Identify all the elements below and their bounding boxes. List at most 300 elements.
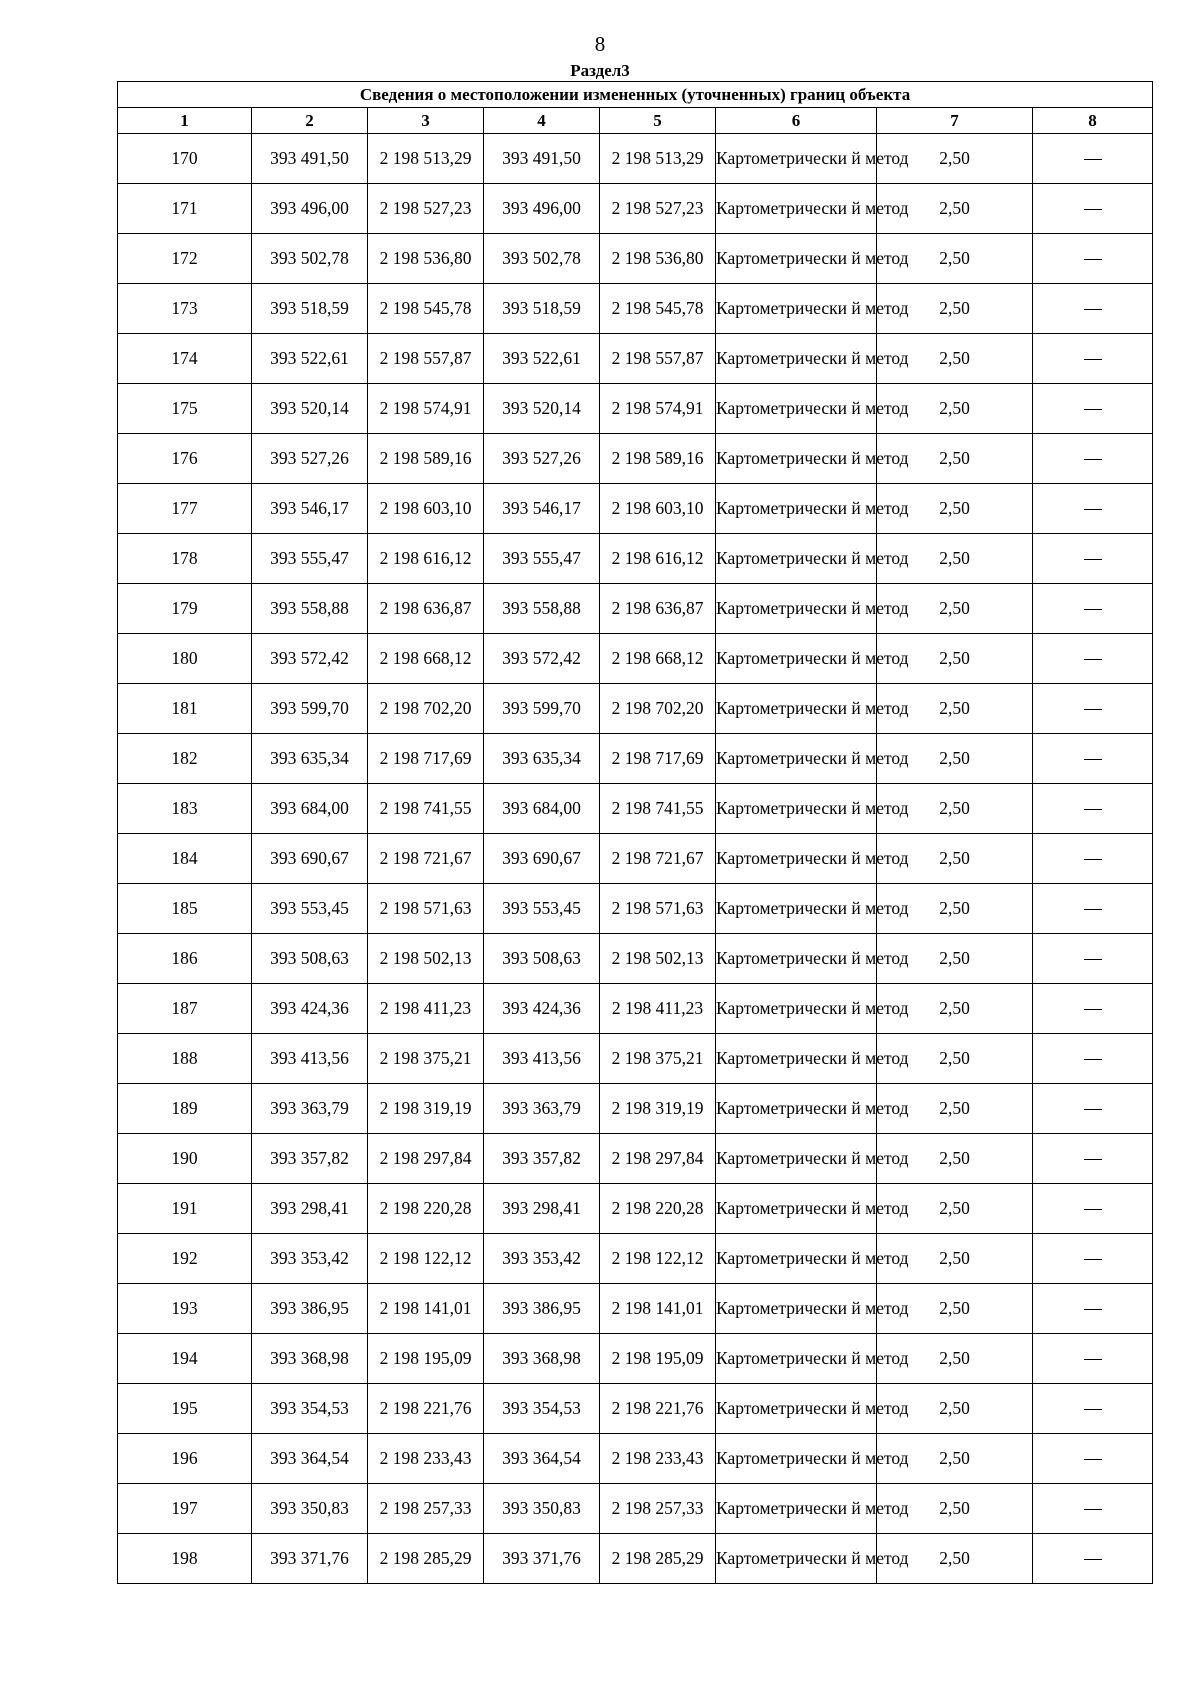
y-refined-cell: 2 198 257,33 — [600, 1484, 716, 1534]
point-number-cell: 170 — [118, 134, 252, 184]
description-cell — [1033, 284, 1153, 334]
x-refined-cell: 393 298,41 — [484, 1184, 600, 1234]
y-existing-cell: 2 198 636,87 — [368, 584, 484, 634]
point-number-cell: 193 — [118, 1284, 252, 1334]
description-cell — [1033, 1034, 1153, 1084]
x-refined-cell: 393 363,79 — [484, 1084, 600, 1134]
x-refined-cell: 393 558,88 — [484, 584, 600, 634]
method-cell — [716, 1284, 909, 1334]
accuracy-cell: 2,50 — [877, 1084, 1033, 1134]
accuracy-cell: 2,50 — [877, 284, 1033, 334]
accuracy-cell: 2,50 — [877, 584, 1033, 634]
description-cell — [1033, 634, 1153, 684]
x-refined-cell: 393 353,42 — [484, 1234, 600, 1284]
description-cell — [1033, 684, 1153, 734]
column-header: 2 — [252, 108, 368, 134]
table-title: Сведения о местоположении измененных (уточненных) границ объекта — [118, 82, 1153, 108]
dash-mark — [1084, 909, 1102, 910]
method-text: Картометрически й метод — [716, 398, 909, 418]
y-existing-cell: 2 198 668,12 — [368, 634, 484, 684]
method-cell — [716, 484, 909, 534]
method-text: Картометрически й метод — [716, 1398, 909, 1418]
y-refined-cell: 2 198 717,69 — [600, 734, 716, 784]
method-text: Картометрически й метод — [716, 248, 909, 268]
point-number-cell: 174 — [118, 334, 252, 384]
dash-mark — [1084, 1459, 1102, 1460]
column-header: 5 — [600, 108, 716, 134]
y-refined-cell: 2 198 721,67 — [600, 834, 716, 884]
y-existing-cell: 2 198 233,43 — [368, 1434, 484, 1484]
y-refined-cell: 2 198 195,09 — [600, 1334, 716, 1384]
x-refined-cell: 393 572,42 — [484, 634, 600, 684]
method-text: Картометрически й метод — [716, 1298, 909, 1318]
method-cell — [716, 884, 909, 934]
y-refined-cell: 2 198 297,84 — [600, 1134, 716, 1184]
accuracy-cell: 2,50 — [877, 684, 1033, 734]
y-existing-cell: 2 198 717,69 — [368, 734, 484, 784]
y-existing-cell: 2 198 411,23 — [368, 984, 484, 1034]
y-refined-cell: 2 198 589,16 — [600, 434, 716, 484]
description-cell — [1033, 1334, 1153, 1384]
x-existing-cell: 393 690,67 — [252, 834, 368, 884]
point-number-cell: 185 — [118, 884, 252, 934]
x-existing-cell: 393 558,88 — [252, 584, 368, 634]
method-text: Картометрически й метод — [716, 1548, 909, 1568]
x-refined-cell: 393 690,67 — [484, 834, 600, 884]
point-number-cell: 172 — [118, 234, 252, 284]
point-number-cell: 171 — [118, 184, 252, 234]
x-existing-cell: 393 684,00 — [252, 784, 368, 834]
x-refined-cell: 393 553,45 — [484, 884, 600, 934]
x-refined-cell: 393 555,47 — [484, 534, 600, 584]
accuracy-cell: 2,50 — [877, 484, 1033, 534]
x-existing-cell: 393 555,47 — [252, 534, 368, 584]
section-label: Раздел3 — [570, 61, 630, 80]
y-refined-cell: 2 198 527,23 — [600, 184, 716, 234]
point-number-cell: 179 — [118, 584, 252, 634]
accuracy-cell: 2,50 — [877, 884, 1033, 934]
x-refined-cell: 393 424,36 — [484, 984, 600, 1034]
point-number-cell: 194 — [118, 1334, 252, 1384]
method-text: Картометрически й метод — [716, 898, 909, 918]
method-cell — [716, 734, 909, 784]
dash-mark — [1084, 1559, 1102, 1560]
description-cell — [1033, 584, 1153, 634]
y-existing-cell: 2 198 589,16 — [368, 434, 484, 484]
point-number-cell: 184 — [118, 834, 252, 884]
description-cell — [1033, 1084, 1153, 1134]
accuracy-cell: 2,50 — [877, 1284, 1033, 1334]
method-text: Картометрически й метод — [716, 998, 909, 1018]
y-refined-cell: 2 198 221,76 — [600, 1384, 716, 1434]
y-existing-cell: 2 198 285,29 — [368, 1534, 484, 1584]
dash-mark — [1084, 809, 1102, 810]
description-cell — [1033, 234, 1153, 284]
x-existing-cell: 393 508,63 — [252, 934, 368, 984]
y-existing-cell: 2 198 721,67 — [368, 834, 484, 884]
y-existing-cell: 2 198 141,01 — [368, 1284, 484, 1334]
x-refined-cell: 393 527,26 — [484, 434, 600, 484]
table-row — [118, 534, 1153, 584]
table-row — [118, 784, 1153, 834]
method-cell — [716, 1134, 909, 1184]
x-refined-cell: 393 522,61 — [484, 334, 600, 384]
point-number-cell: 196 — [118, 1434, 252, 1484]
description-cell — [1033, 734, 1153, 784]
x-existing-cell: 393 572,42 — [252, 634, 368, 684]
y-refined-cell: 2 198 513,29 — [600, 134, 716, 184]
point-number-cell: 187 — [118, 984, 252, 1034]
accuracy-cell: 2,50 — [877, 784, 1033, 834]
table-row — [118, 584, 1153, 634]
accuracy-cell: 2,50 — [877, 734, 1033, 784]
dash-mark — [1084, 209, 1102, 210]
dash-mark — [1084, 1309, 1102, 1310]
method-cell — [716, 1084, 909, 1134]
y-existing-cell: 2 198 297,84 — [368, 1134, 484, 1184]
x-refined-cell: 393 520,14 — [484, 384, 600, 434]
boundary-coordinates-table — [117, 81, 1153, 1584]
accuracy-cell: 2,50 — [877, 134, 1033, 184]
y-existing-cell: 2 198 220,28 — [368, 1184, 484, 1234]
y-refined-cell: 2 198 220,28 — [600, 1184, 716, 1234]
method-cell — [716, 1484, 909, 1534]
method-cell — [716, 284, 909, 334]
description-cell — [1033, 1534, 1153, 1584]
dash-mark — [1084, 759, 1102, 760]
accuracy-cell: 2,50 — [877, 184, 1033, 234]
table-row — [118, 234, 1153, 284]
description-cell — [1033, 334, 1153, 384]
y-refined-cell: 2 198 741,55 — [600, 784, 716, 834]
column-header: 1 — [118, 108, 252, 134]
y-existing-cell: 2 198 702,20 — [368, 684, 484, 734]
x-existing-cell: 393 413,56 — [252, 1034, 368, 1084]
table-row — [118, 1434, 1153, 1484]
table-row — [118, 484, 1153, 534]
method-cell — [716, 434, 909, 484]
column-header: 3 — [368, 108, 484, 134]
dash-mark — [1084, 1109, 1102, 1110]
method-text: Картометрически й метод — [716, 148, 909, 168]
dash-mark — [1084, 359, 1102, 360]
point-number-cell: 186 — [118, 934, 252, 984]
table-title-row — [118, 82, 1153, 108]
x-existing-cell: 393 353,42 — [252, 1234, 368, 1284]
method-cell — [716, 534, 909, 584]
y-refined-cell: 2 198 319,19 — [600, 1084, 716, 1134]
column-header: 8 — [1033, 108, 1153, 134]
table-row — [118, 1134, 1153, 1184]
x-refined-cell: 393 502,78 — [484, 234, 600, 284]
y-refined-cell: 2 198 574,91 — [600, 384, 716, 434]
x-refined-cell: 393 546,17 — [484, 484, 600, 534]
y-existing-cell: 2 198 603,10 — [368, 484, 484, 534]
method-cell — [716, 134, 909, 184]
accuracy-cell: 2,50 — [877, 384, 1033, 434]
y-existing-cell: 2 198 616,12 — [368, 534, 484, 584]
table-row — [118, 934, 1153, 984]
accuracy-cell: 2,50 — [877, 1534, 1033, 1584]
y-refined-cell: 2 198 668,12 — [600, 634, 716, 684]
y-existing-cell: 2 198 319,19 — [368, 1084, 484, 1134]
method-text: Картометрически й метод — [716, 698, 909, 718]
method-text: Картометрически й метод — [716, 298, 909, 318]
method-cell — [716, 1184, 909, 1234]
table-row — [118, 734, 1153, 784]
accuracy-cell: 2,50 — [877, 1234, 1033, 1284]
x-refined-cell: 393 386,95 — [484, 1284, 600, 1334]
dash-mark — [1084, 959, 1102, 960]
table-row — [118, 1084, 1153, 1134]
method-cell — [716, 1034, 909, 1084]
method-cell — [716, 1534, 909, 1584]
description-cell — [1033, 784, 1153, 834]
table-row — [118, 1234, 1153, 1284]
x-existing-cell: 393 520,14 — [252, 384, 368, 434]
y-refined-cell: 2 198 702,20 — [600, 684, 716, 734]
dash-mark — [1084, 1209, 1102, 1210]
accuracy-cell: 2,50 — [877, 984, 1033, 1034]
x-refined-cell: 393 491,50 — [484, 134, 600, 184]
x-refined-cell: 393 635,34 — [484, 734, 600, 784]
table-row — [118, 684, 1153, 734]
y-refined-cell: 2 198 375,21 — [600, 1034, 716, 1084]
description-cell — [1033, 534, 1153, 584]
accuracy-cell: 2,50 — [877, 1384, 1033, 1434]
y-refined-cell: 2 198 233,43 — [600, 1434, 716, 1484]
table-row — [118, 634, 1153, 684]
y-refined-cell: 2 198 636,87 — [600, 584, 716, 634]
method-text: Картометрически й метод — [716, 798, 909, 818]
method-text: Картометрически й метод — [716, 848, 909, 868]
method-cell — [716, 184, 909, 234]
accuracy-cell: 2,50 — [877, 334, 1033, 384]
table-row — [118, 134, 1153, 184]
description-cell — [1033, 134, 1153, 184]
column-number-row — [118, 108, 1153, 134]
method-cell — [716, 384, 909, 434]
dash-mark — [1084, 1409, 1102, 1410]
table-row — [118, 334, 1153, 384]
point-number-cell: 195 — [118, 1384, 252, 1434]
x-refined-cell: 393 518,59 — [484, 284, 600, 334]
table-row — [118, 184, 1153, 234]
point-number-cell: 182 — [118, 734, 252, 784]
method-cell — [716, 1234, 909, 1284]
y-refined-cell: 2 198 603,10 — [600, 484, 716, 534]
method-cell — [716, 834, 909, 884]
point-number-cell: 181 — [118, 684, 252, 734]
method-text: Картометрически й метод — [716, 1448, 909, 1468]
description-cell — [1033, 884, 1153, 934]
point-number-cell: 190 — [118, 1134, 252, 1184]
dash-mark — [1084, 709, 1102, 710]
x-existing-cell: 393 527,26 — [252, 434, 368, 484]
x-existing-cell: 393 496,00 — [252, 184, 368, 234]
y-existing-cell: 2 198 574,91 — [368, 384, 484, 434]
x-refined-cell: 393 368,98 — [484, 1334, 600, 1384]
method-cell — [716, 334, 909, 384]
y-existing-cell: 2 198 545,78 — [368, 284, 484, 334]
y-refined-cell: 2 198 141,01 — [600, 1284, 716, 1334]
point-number-cell: 183 — [118, 784, 252, 834]
dash-mark — [1084, 509, 1102, 510]
table-row — [118, 1034, 1153, 1084]
method-text: Картометрически й метод — [716, 198, 909, 218]
method-text: Картометрически й метод — [716, 448, 909, 468]
method-cell — [716, 784, 909, 834]
point-number-cell: 177 — [118, 484, 252, 534]
point-number-cell: 188 — [118, 1034, 252, 1084]
point-number-cell: 198 — [118, 1534, 252, 1584]
method-cell — [716, 1334, 909, 1384]
y-existing-cell: 2 198 513,29 — [368, 134, 484, 184]
table-row — [118, 1384, 1153, 1434]
x-existing-cell: 393 553,45 — [252, 884, 368, 934]
y-existing-cell: 2 198 257,33 — [368, 1484, 484, 1534]
y-existing-cell: 2 198 527,23 — [368, 184, 484, 234]
description-cell — [1033, 1384, 1153, 1434]
dash-mark — [1084, 1159, 1102, 1160]
description-cell — [1033, 934, 1153, 984]
y-existing-cell: 2 198 221,76 — [368, 1384, 484, 1434]
x-refined-cell: 393 354,53 — [484, 1384, 600, 1434]
y-refined-cell: 2 198 557,87 — [600, 334, 716, 384]
y-existing-cell: 2 198 122,12 — [368, 1234, 484, 1284]
description-cell — [1033, 1234, 1153, 1284]
method-cell — [716, 634, 909, 684]
point-number-cell: 189 — [118, 1084, 252, 1134]
x-refined-cell: 393 496,00 — [484, 184, 600, 234]
table-row — [118, 1484, 1153, 1534]
x-existing-cell: 393 364,54 — [252, 1434, 368, 1484]
x-refined-cell: 393 371,76 — [484, 1534, 600, 1584]
dash-mark — [1084, 659, 1102, 660]
x-existing-cell: 393 354,53 — [252, 1384, 368, 1434]
accuracy-cell: 2,50 — [877, 1034, 1033, 1084]
y-refined-cell: 2 198 571,63 — [600, 884, 716, 934]
description-cell — [1033, 1284, 1153, 1334]
dash-mark — [1084, 1059, 1102, 1060]
x-existing-cell: 393 518,59 — [252, 284, 368, 334]
x-refined-cell: 393 357,82 — [484, 1134, 600, 1184]
method-text: Картометрически й метод — [716, 1098, 909, 1118]
method-text: Картометрически й метод — [716, 548, 909, 568]
description-cell — [1033, 1434, 1153, 1484]
dash-mark — [1084, 859, 1102, 860]
method-text: Картометрически й метод — [716, 1498, 909, 1518]
dash-mark — [1084, 459, 1102, 460]
description-cell — [1033, 184, 1153, 234]
dash-mark — [1084, 1259, 1102, 1260]
dash-mark — [1084, 1009, 1102, 1010]
y-refined-cell: 2 198 411,23 — [600, 984, 716, 1034]
accuracy-cell: 2,50 — [877, 834, 1033, 884]
accuracy-cell: 2,50 — [877, 1434, 1033, 1484]
x-existing-cell: 393 491,50 — [252, 134, 368, 184]
accuracy-cell: 2,50 — [877, 634, 1033, 684]
dash-mark — [1084, 609, 1102, 610]
table-body — [118, 134, 1153, 1584]
description-cell — [1033, 484, 1153, 534]
x-existing-cell: 393 350,83 — [252, 1484, 368, 1534]
y-refined-cell: 2 198 616,12 — [600, 534, 716, 584]
point-number-cell: 173 — [118, 284, 252, 334]
y-existing-cell: 2 198 195,09 — [368, 1334, 484, 1384]
description-cell — [1033, 834, 1153, 884]
point-number-cell: 178 — [118, 534, 252, 584]
x-refined-cell: 393 413,56 — [484, 1034, 600, 1084]
table-row — [118, 884, 1153, 934]
accuracy-cell: 2,50 — [877, 1184, 1033, 1234]
method-cell — [716, 984, 909, 1034]
y-refined-cell: 2 198 122,12 — [600, 1234, 716, 1284]
method-text: Картометрически й метод — [716, 1248, 909, 1268]
method-text: Картометрически й метод — [716, 748, 909, 768]
method-text: Картометрически й метод — [716, 1048, 909, 1068]
table-row — [118, 1184, 1153, 1234]
method-text: Картометрически й метод — [716, 1348, 909, 1368]
table-row — [118, 384, 1153, 434]
y-refined-cell: 2 198 545,78 — [600, 284, 716, 334]
x-existing-cell: 393 363,79 — [252, 1084, 368, 1134]
column-header: 7 — [877, 108, 1033, 134]
description-cell — [1033, 984, 1153, 1034]
y-existing-cell: 2 198 557,87 — [368, 334, 484, 384]
x-existing-cell: 393 386,95 — [252, 1284, 368, 1334]
x-refined-cell: 393 364,54 — [484, 1434, 600, 1484]
y-existing-cell: 2 198 571,63 — [368, 884, 484, 934]
x-existing-cell: 393 368,98 — [252, 1334, 368, 1384]
dash-mark — [1084, 259, 1102, 260]
x-existing-cell: 393 371,76 — [252, 1534, 368, 1584]
description-cell — [1033, 1184, 1153, 1234]
method-cell — [716, 1384, 909, 1434]
method-text: Картометрически й метод — [716, 948, 909, 968]
table-row — [118, 284, 1153, 334]
x-existing-cell: 393 424,36 — [252, 984, 368, 1034]
dash-mark — [1084, 309, 1102, 310]
x-existing-cell: 393 502,78 — [252, 234, 368, 284]
y-existing-cell: 2 198 502,13 — [368, 934, 484, 984]
table-row — [118, 434, 1153, 484]
accuracy-cell: 2,50 — [877, 1334, 1033, 1384]
description-cell — [1033, 1484, 1153, 1534]
x-refined-cell: 393 350,83 — [484, 1484, 600, 1534]
point-number-cell: 191 — [118, 1184, 252, 1234]
x-existing-cell: 393 298,41 — [252, 1184, 368, 1234]
method-text: Картометрически й метод — [716, 348, 909, 368]
method-text: Картометрически й метод — [716, 498, 909, 518]
x-existing-cell: 393 357,82 — [252, 1134, 368, 1184]
accuracy-cell: 2,50 — [877, 234, 1033, 284]
method-cell — [716, 234, 909, 284]
dash-mark — [1084, 559, 1102, 560]
dash-mark — [1084, 1509, 1102, 1510]
description-cell — [1033, 384, 1153, 434]
table-row — [118, 1534, 1153, 1584]
accuracy-cell: 2,50 — [877, 534, 1033, 584]
column-header: 6 — [716, 108, 877, 134]
point-number-cell: 175 — [118, 384, 252, 434]
y-refined-cell: 2 198 502,13 — [600, 934, 716, 984]
method-cell — [716, 1434, 909, 1484]
y-existing-cell: 2 198 536,80 — [368, 234, 484, 284]
method-cell — [716, 584, 909, 634]
dash-mark — [1084, 1359, 1102, 1360]
x-refined-cell: 393 599,70 — [484, 684, 600, 734]
